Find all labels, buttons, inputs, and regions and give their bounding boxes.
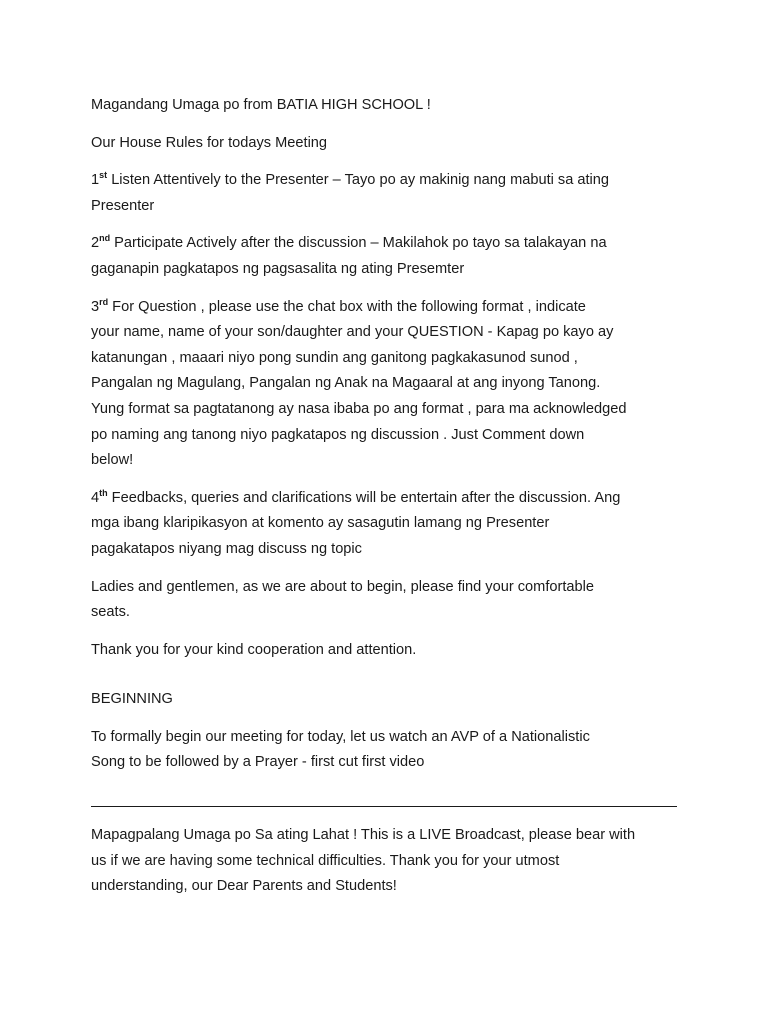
rule-3-line-3: katanungan , maaari niyo pong sundin ang ganitong pagkakasunod sunod , — [91, 349, 578, 366]
rule-2-line-1 — [91, 231, 691, 257]
document-body — [91, 93, 691, 912]
seats-line-1: Ladies and gentlemen, as we are about to begin, please find your comfortable — [91, 578, 594, 595]
rule-4-line-2: mga ibang klaripikasyon at komento ay sasagutin lamang ng Presenter — [91, 515, 550, 532]
rule-1-line-2: Presenter — [91, 197, 155, 214]
rule-1-ordinal: st — [99, 170, 108, 181]
rule-4-ordinal: th — [99, 487, 108, 498]
blank-line — [91, 675, 691, 687]
rule-3-ordinal: rd — [99, 296, 109, 307]
rule-4-number: 4 — [91, 489, 100, 506]
rule-1-text-1: Listen Attentively to the Presenter – Tayo po ay makinig nang mabuti sa ating — [107, 172, 610, 189]
rule-3-line-5: Yung format sa pagtatanong ay nasa ibaba po ang format , para ma acknowledged — [91, 400, 627, 417]
rule-2-number: 2 — [91, 235, 100, 252]
seats-paragraph — [91, 575, 691, 626]
closing-paragraph — [91, 823, 691, 900]
rule-3-number: 3 — [91, 298, 100, 315]
seats-line-2: seats. — [91, 604, 130, 621]
beginning-heading — [91, 687, 691, 713]
rule-3-line-4: Pangalan ng Magulang, Pangalan ng Anak na Magaaral at ang inyong Tanong. — [91, 375, 601, 392]
rule-3-line-1 — [91, 295, 691, 321]
rule-3-line-2: your name, name of your son/daughter and your QUESTION - Kapag po kayo ay — [91, 324, 614, 341]
beginning-heading-text: BEGINNING — [91, 691, 173, 708]
greeting-text: Magandang Umaga po from BATIA HIGH SCHOOL ! — [91, 97, 431, 113]
greeting-paragraph — [91, 93, 691, 119]
house-rules-title-text: Our House Rules for todays Meeting — [91, 134, 328, 151]
beginning-line-1: To formally begin our meeting for today, let us watch an AVP of a Nationalistic — [91, 728, 590, 745]
rule-1-paragraph — [91, 168, 691, 219]
thanks-paragraph — [91, 638, 691, 664]
rule-3-text-1: For Question , please use the chat box with the following format , indicate — [108, 298, 586, 315]
rule-2-text-1: Participate Actively after the discussion – Makilahok po tayo sa talakayan na — [110, 235, 607, 252]
closing-line-3: understanding, our Dear Parents and Students! — [91, 878, 397, 895]
closing-line-1: Mapagpalang Umaga po Sa ating Lahat ! This is a LIVE Broadcast, please bear with — [91, 827, 636, 844]
house-rules-title — [91, 131, 691, 157]
rule-1-number: 1 — [91, 172, 100, 189]
rule-3-paragraph — [91, 295, 691, 474]
beginning-line-2: Song to be followed by a Prayer - first cut first video — [91, 754, 425, 771]
rule-1-line-1 — [91, 168, 691, 194]
thanks-text: Thank you for your kind cooperation and attention. — [91, 641, 417, 658]
rule-2-ordinal: nd — [99, 233, 111, 244]
rule-3-line-7: below! — [91, 452, 134, 469]
rule-4-text-1: Feedbacks, queries and clarifications will be entertain after the discussion. Ang — [107, 489, 621, 506]
rule-4-paragraph — [91, 486, 691, 563]
rule-4-line-3: pagakatapos niyang mag discuss ng topic — [91, 540, 362, 557]
rule-2-paragraph — [91, 231, 691, 282]
rule-4-line-1 — [91, 486, 691, 512]
separator-line — [91, 788, 677, 807]
closing-line-2: us if we are having some technical difficulties. Thank you for your utmost — [91, 852, 560, 869]
rule-2-line-2: gaganapin pagkatapos ng pagsasalita ng ating Presemter — [91, 260, 465, 277]
beginning-paragraph — [91, 725, 691, 776]
rule-3-line-6: po naming ang tanong niyo pagkatapos ng discussion . Just Comment down — [91, 426, 585, 443]
